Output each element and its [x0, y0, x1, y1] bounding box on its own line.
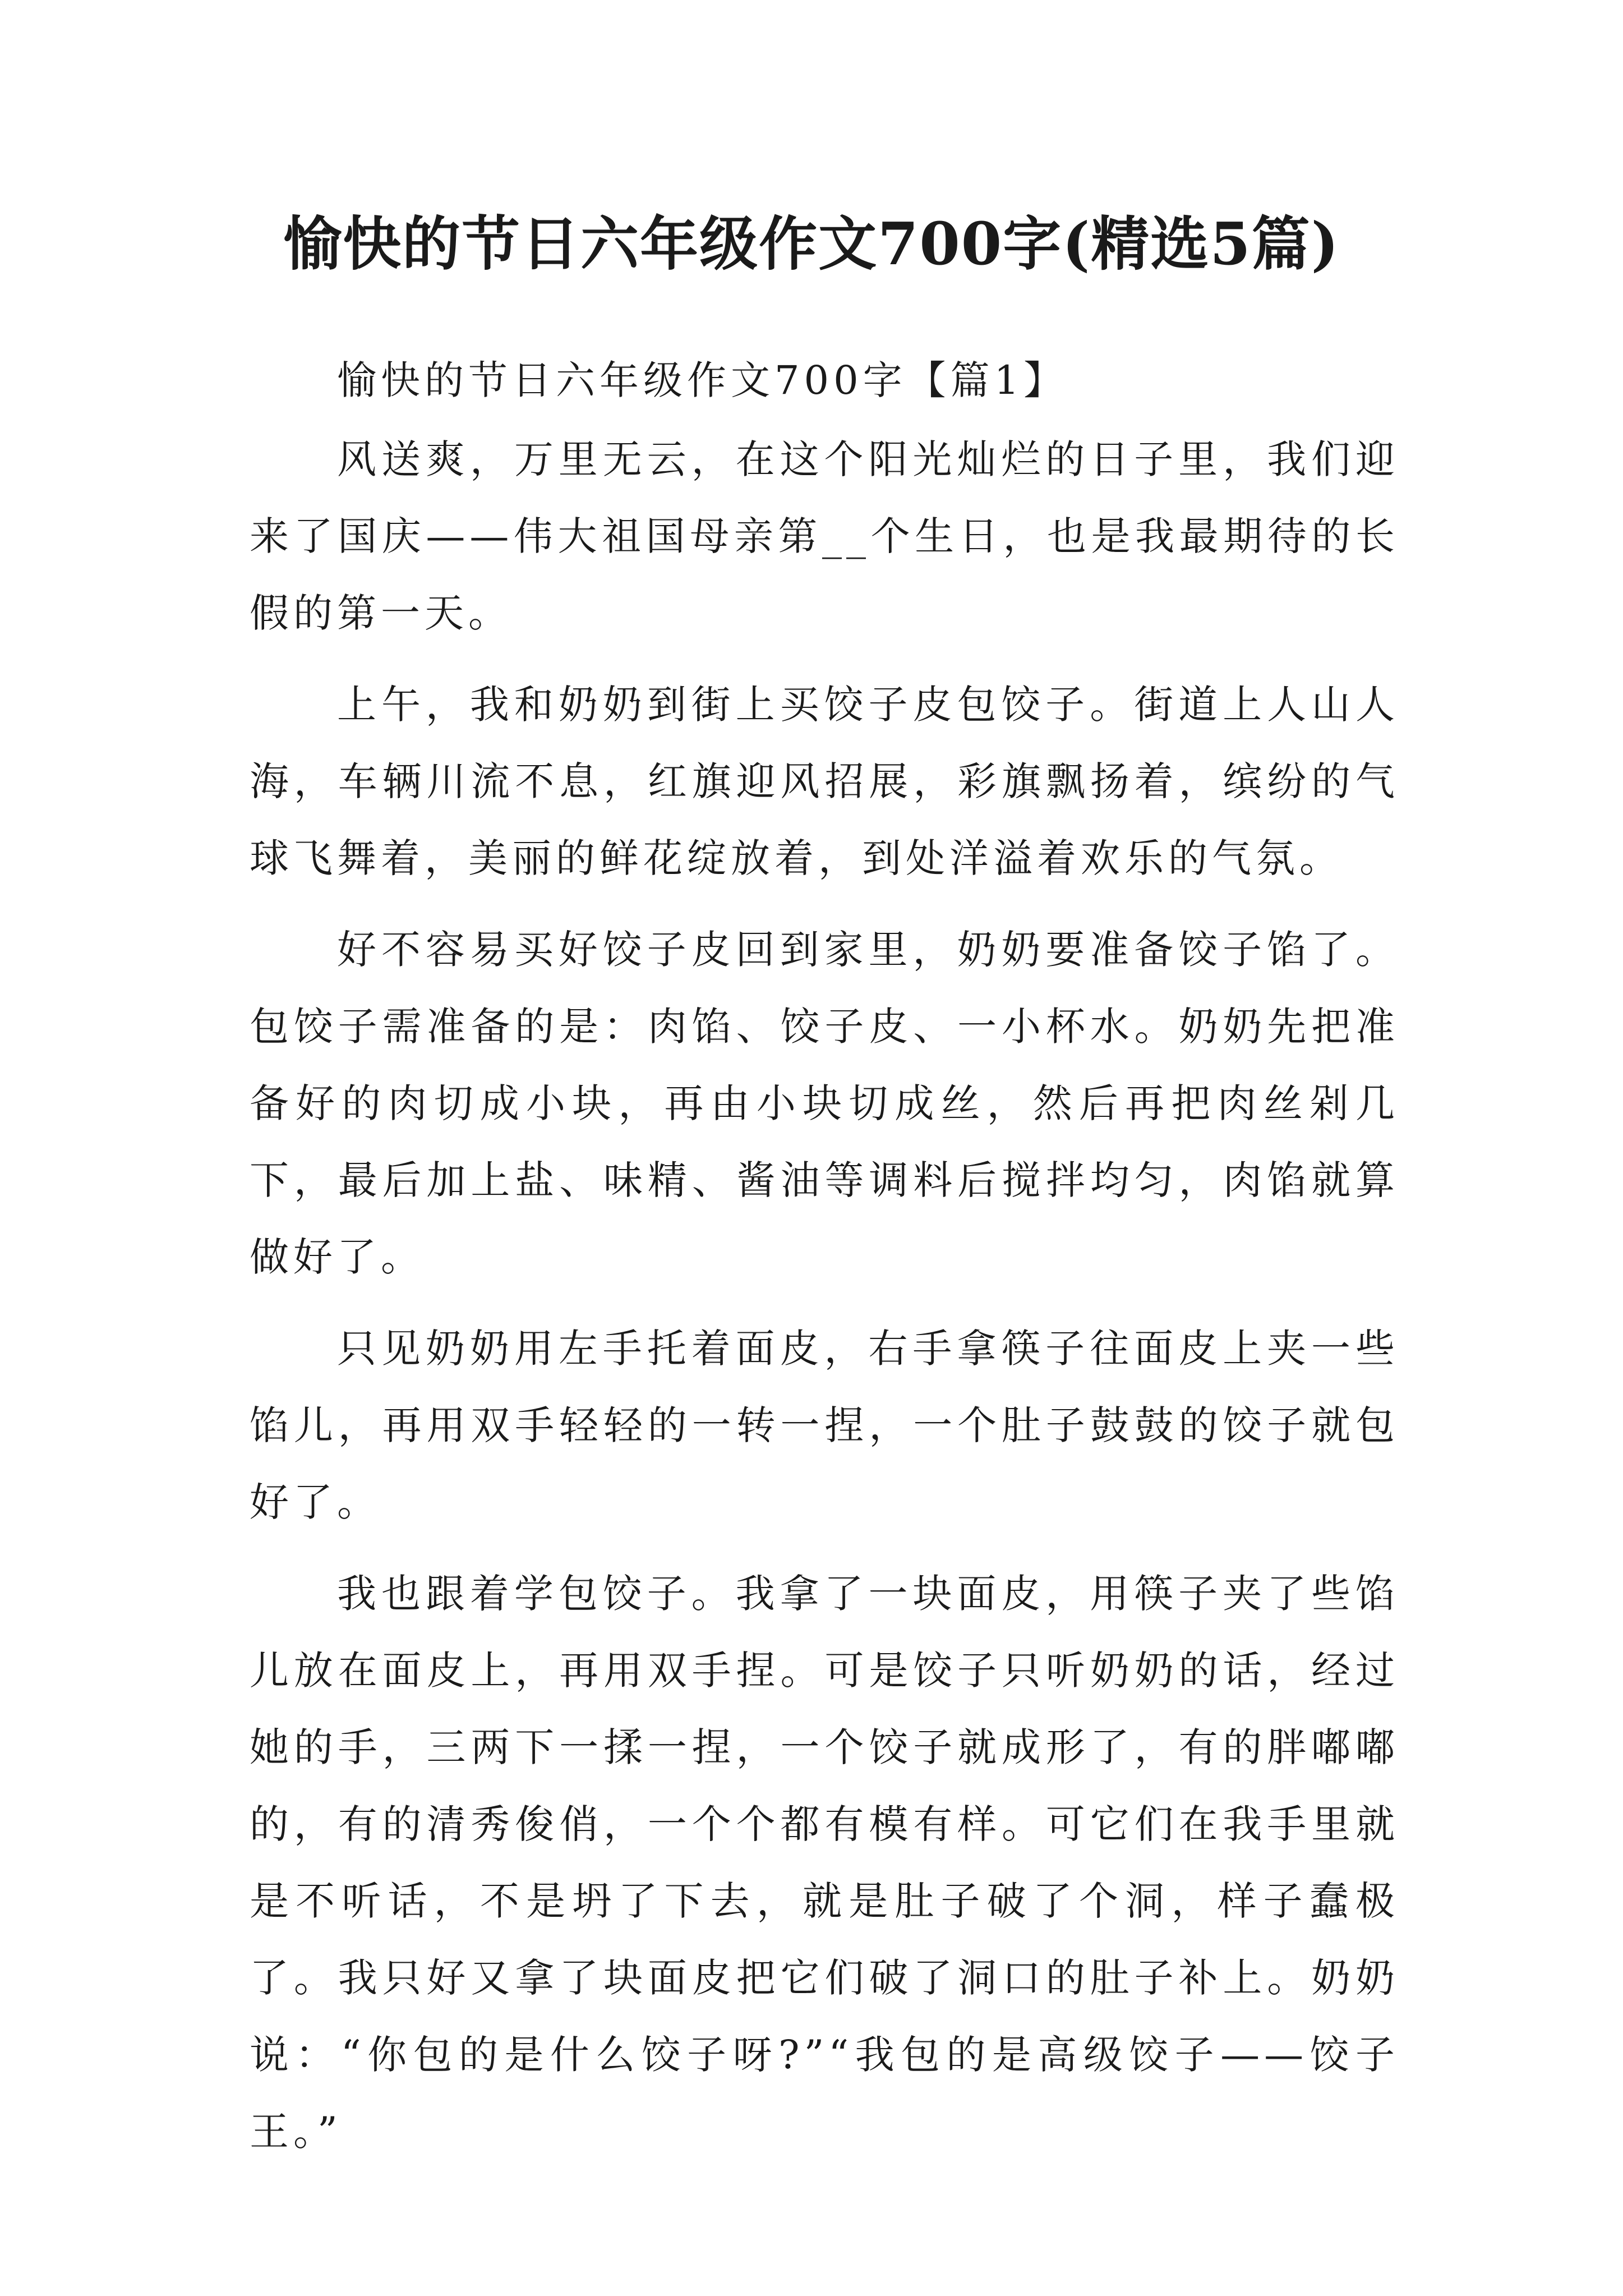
paragraph: 好不容易买好饺子皮回到家里，奶奶要准备饺子馅了。包饺子需准备的是：肉馅、饺子皮、一小杯水。奶奶先把准备好的肉切成小块，再由小块切成丝，然后再把肉丝剁几下，最后加上盐、味精、酱油等调料后搅拌均匀，肉馅就算做好了。 — [250, 927, 1399, 1280]
document-title: 愉快的节日六年级作文700字(精选5篇) — [283, 209, 1340, 278]
paragraph: 上午，我和奶奶到街上买饺子皮包饺子。街道上人山人海，车辆川流不息，红旗迎风招展，彩旗飘扬着，缤纷的气球飞舞着，美丽的鲜花绽放着，到处洋溢着欢乐的气氛。 — [250, 682, 1399, 881]
paragraph: 我也跟着学包饺子。我拿了一块面皮，用筷子夹了些馅儿放在面皮上，再用双手捏。可是饺子只听奶奶的话，经过她的手，三两下一揉一捏，一个饺子就成形了，有的胖嘟嘟的，有的清秀俊俏，一个个都有模有样。可它们在我手里就是不听话，不是坍了下去，就是肚子破了个洞，样子蠢极了。我只好又拿了块面皮把它们破了洞口的肚子补上。奶奶说：“你包的是什么饺子呀?”“我包的是高级饺子——饺子王。” — [250, 1571, 1399, 2155]
document-body — [250, 342, 1399, 2170]
paragraph: 只见奶奶用左手托着面皮，右手拿筷子往面皮上夹一些馅儿，再用双手轻轻的一转一捏，一个肚子鼓鼓的饺子就包好了。 — [250, 1326, 1399, 1525]
section-heading: 愉快的节日六年级作文700字【篇1】 — [337, 357, 1068, 403]
paragraph: 风送爽，万里无云，在这个阳光灿烂的日子里，我们迎来了国庆——伟大祖国母亲第__个生日，也是我最期待的长假的第一天。 — [250, 436, 1399, 636]
